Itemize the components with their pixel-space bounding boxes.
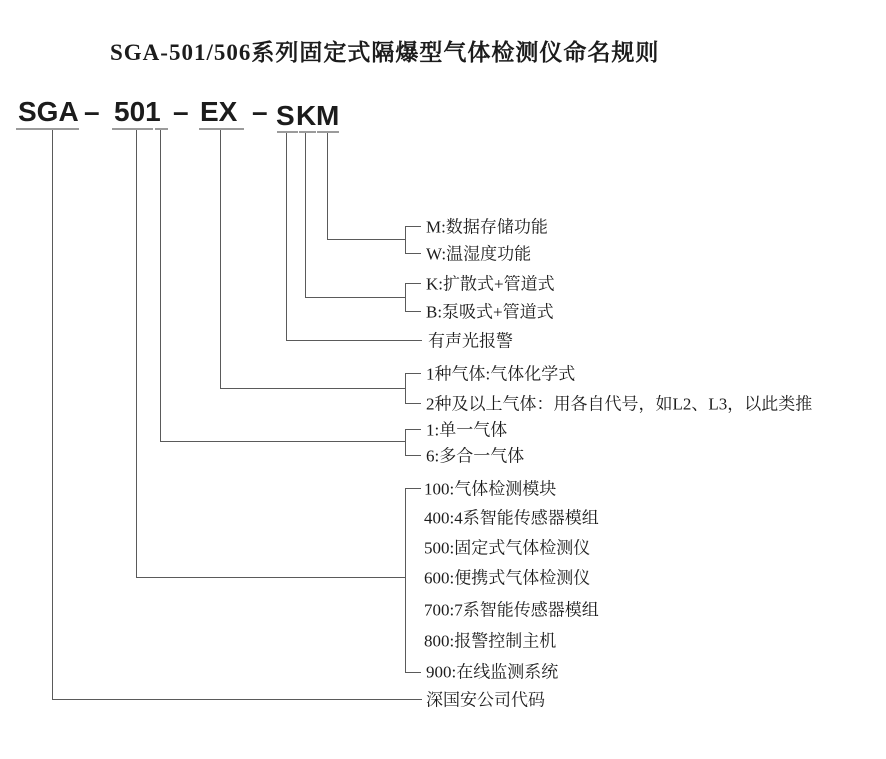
- label-series-400: 400:4系智能传感器模组: [424, 508, 599, 528]
- code-series-number: 501: [114, 96, 161, 127]
- line-gas-count: [160, 130, 161, 441]
- label-company: 深国安公司代码: [426, 690, 545, 710]
- label-series-900: 900:在线监测系统: [426, 662, 559, 682]
- bracket-gas-count-stub-bottom: [405, 455, 421, 456]
- bracket-sampling-stub-top: [405, 283, 421, 284]
- bracket-gas-count: [405, 429, 406, 456]
- code-dash-1: –: [84, 96, 100, 127]
- feed-gas-count: [160, 441, 405, 442]
- label-w-temp-humidity: W:温湿度功能: [426, 244, 532, 264]
- label-multi-in-one: 6:多合一气体: [426, 446, 525, 466]
- underline-company-prefix: [16, 128, 79, 130]
- code-function-s: S: [276, 100, 295, 131]
- label-k-diffusion-duct: K:扩散式+管道式: [426, 274, 555, 294]
- label-series-100: 100:气体检测模块: [424, 479, 557, 499]
- feed-company-code: [52, 699, 422, 700]
- label-series-600: 600:便携式气体检测仪: [424, 568, 591, 588]
- underline-function-s: [277, 131, 298, 133]
- code-gas-type: EX: [200, 96, 238, 127]
- label-series-500: 500:固定式气体检测仪: [424, 538, 591, 558]
- label-multi-gas: 2种及以上气体：用各自代号，如L2、L3，以此类推: [426, 394, 813, 414]
- bracket-sampling: [405, 283, 406, 312]
- page-title: SGA-501/506系列固定式隔爆型气体检测仪命名规则: [110, 40, 660, 65]
- label-single-gas: 1:单一气体: [426, 420, 508, 440]
- line-alarm: [286, 133, 287, 340]
- underline-function-m: [317, 131, 339, 133]
- line-gas-type: [220, 130, 221, 388]
- bracket-sampling-stub-bottom: [405, 311, 421, 312]
- line-sampling-mode: [305, 133, 306, 297]
- bracket-gas-type: [405, 373, 406, 404]
- underline-series-1: [155, 128, 168, 130]
- code-company-prefix: SGA: [18, 96, 79, 127]
- label-one-gas: 1种气体:气体化学式: [426, 364, 576, 384]
- bracket-function-stub-bottom: [405, 253, 421, 254]
- underline-gas-type: [199, 128, 244, 130]
- feed-sampling-mode: [305, 297, 405, 298]
- bracket-function-stub-top: [405, 226, 421, 227]
- underline-function-k: [299, 131, 316, 133]
- code-function-k: K: [296, 100, 317, 131]
- underline-series-50: [112, 128, 153, 130]
- label-b-pump-duct: B:泵吸式+管道式: [426, 302, 554, 322]
- bracket-function: [405, 226, 406, 254]
- feed-alarm: [286, 340, 422, 341]
- feed-series-number: [136, 577, 405, 578]
- bracket-series: [405, 488, 406, 673]
- bracket-series-stub-top: [405, 488, 421, 489]
- feed-gas-type: [220, 388, 405, 389]
- bracket-gas-count-stub-top: [405, 429, 421, 430]
- label-sound-light-alarm: 有声光报警: [428, 331, 513, 351]
- code-dash-2: –: [173, 96, 189, 127]
- line-function-code: [327, 133, 328, 239]
- label-m-storage: M:数据存储功能: [426, 217, 548, 237]
- bracket-series-stub-bottom: [405, 672, 421, 673]
- code-dash-3: –: [252, 96, 268, 127]
- line-series-number: [136, 130, 137, 577]
- label-series-700: 700:7系智能传感器模组: [424, 600, 599, 620]
- code-function-m: M: [316, 100, 340, 131]
- label-series-800: 800:报警控制主机: [424, 631, 557, 651]
- bracket-gas-type-stub-top: [405, 373, 421, 374]
- bracket-gas-type-stub-bottom: [405, 403, 421, 404]
- feed-function-code: [327, 239, 405, 240]
- line-company-code: [52, 130, 53, 699]
